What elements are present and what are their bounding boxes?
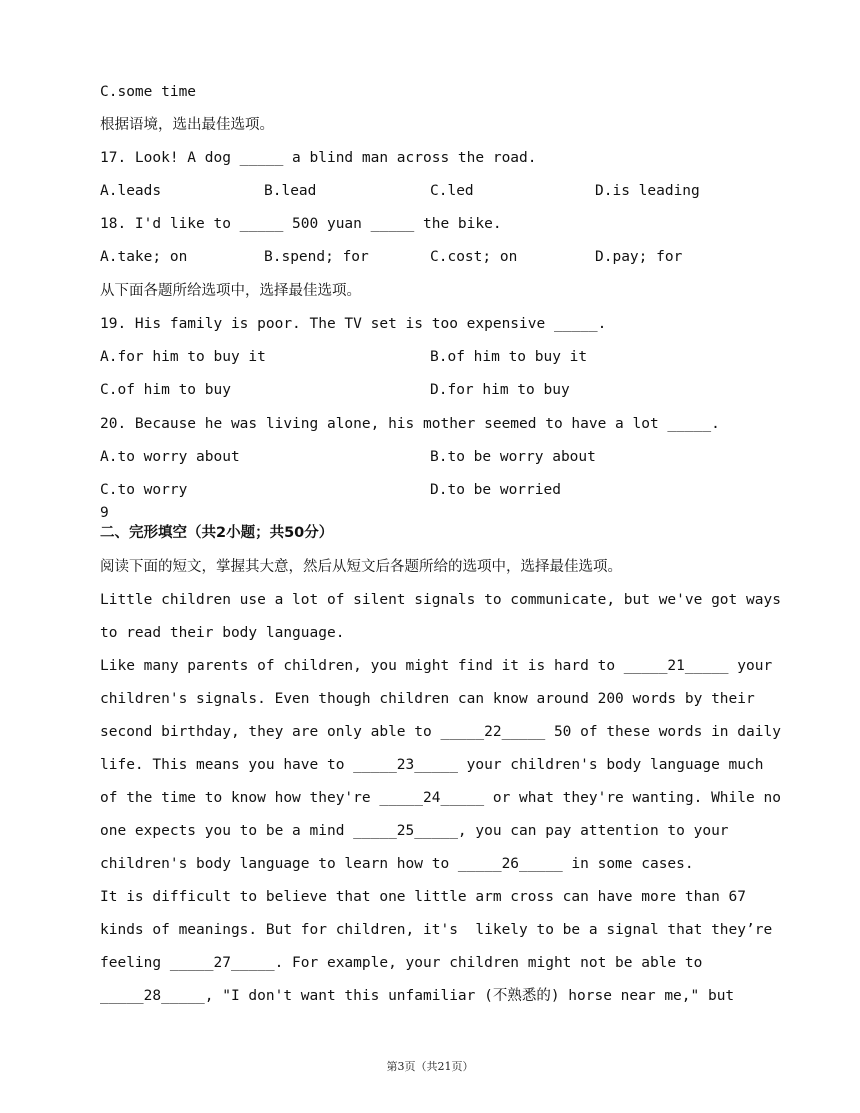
instruction-3: 阅读下面的短文，掌握其大意，然后从短文后各题所给的选项中，选择最佳选项。	[100, 559, 622, 575]
passage-line: Little children use a lot of silent signals to communicate, but we've got ways	[100, 592, 781, 608]
passage-line: life. This means you have to _____23_____ your children's body language much	[100, 757, 764, 773]
q20-option-c: C.to worry	[100, 482, 188, 498]
instruction-1: 根据语境，选出最佳选项。	[100, 117, 274, 133]
passage-line: to read their body language.	[100, 625, 345, 641]
section-title: 二、完形填空（共2小题；共50分）	[100, 525, 334, 541]
q19-option-c: C.of him to buy	[100, 382, 231, 398]
passage-line: one expects you to be a mind _____25_____, you can pay attention to your	[100, 823, 729, 839]
q18-option-c: C.cost; on	[430, 249, 518, 265]
q17-option-b: B.lead	[264, 183, 317, 199]
passage-line: of the time to know how they're _____24_____ or what they're wanting. While no	[100, 790, 781, 806]
passage-line: _____28_____, "I don't want this unfamiliar (不熟悉的) horse near me," but	[100, 988, 735, 1004]
passage-line: second birthday, they are only able to _____22_____ 50 of these words in daily	[100, 724, 781, 740]
q20-option-a: A.to worry about	[100, 449, 240, 465]
q17-stem: 17. Look! A dog _____ a blind man across the road.	[100, 150, 537, 166]
q19-option-d: D.for him to buy	[430, 382, 570, 398]
page-footer: 第3页（共21页）	[386, 1060, 474, 1073]
passage-line: children's body language to learn how to _____26_____ in some cases.	[100, 856, 694, 872]
passage-line: It is difficult to believe that one little arm cross can have more than 67	[100, 889, 747, 905]
instruction-2: 从下面各题所给选项中，选择最佳选项。	[100, 283, 361, 299]
q19-option-b: B.of him to buy it	[430, 349, 588, 365]
stray-mark: 9	[100, 505, 109, 521]
q18-option-a: A.take; on	[100, 249, 188, 265]
q20-stem: 20. Because he was living alone, his mother seemed to have a lot _____.	[100, 416, 720, 432]
q18-option-b: B.spend; for	[264, 249, 369, 265]
q18-stem: 18. I'd like to _____ 500 yuan _____ the bike.	[100, 216, 502, 232]
q20-option-d: D.to be worried	[430, 482, 561, 498]
q17-option-c: C.led	[430, 183, 474, 199]
q20-option-b: B.to be worry about	[430, 449, 596, 465]
q17-option-d: D.is leading	[595, 183, 700, 199]
passage-line: Like many parents of children, you might find it is hard to _____21_____ your	[100, 658, 773, 674]
passage-line: feeling _____27_____. For example, your children might not be able to	[100, 955, 703, 971]
q19-option-a: A.for him to buy it	[100, 349, 266, 365]
q19-stem: 19. His family is poor. The TV set is too expensive _____.	[100, 316, 607, 332]
q17-option-a: A.leads	[100, 183, 162, 199]
passage-line: kinds of meanings. But for children, it's likely to be a signal that they’re	[100, 922, 773, 938]
passage-line: children's signals. Even though children can know around 200 words by their	[100, 691, 755, 707]
q16-option-c: C.some time	[100, 84, 197, 100]
q18-option-d: D.pay; for	[595, 249, 683, 265]
